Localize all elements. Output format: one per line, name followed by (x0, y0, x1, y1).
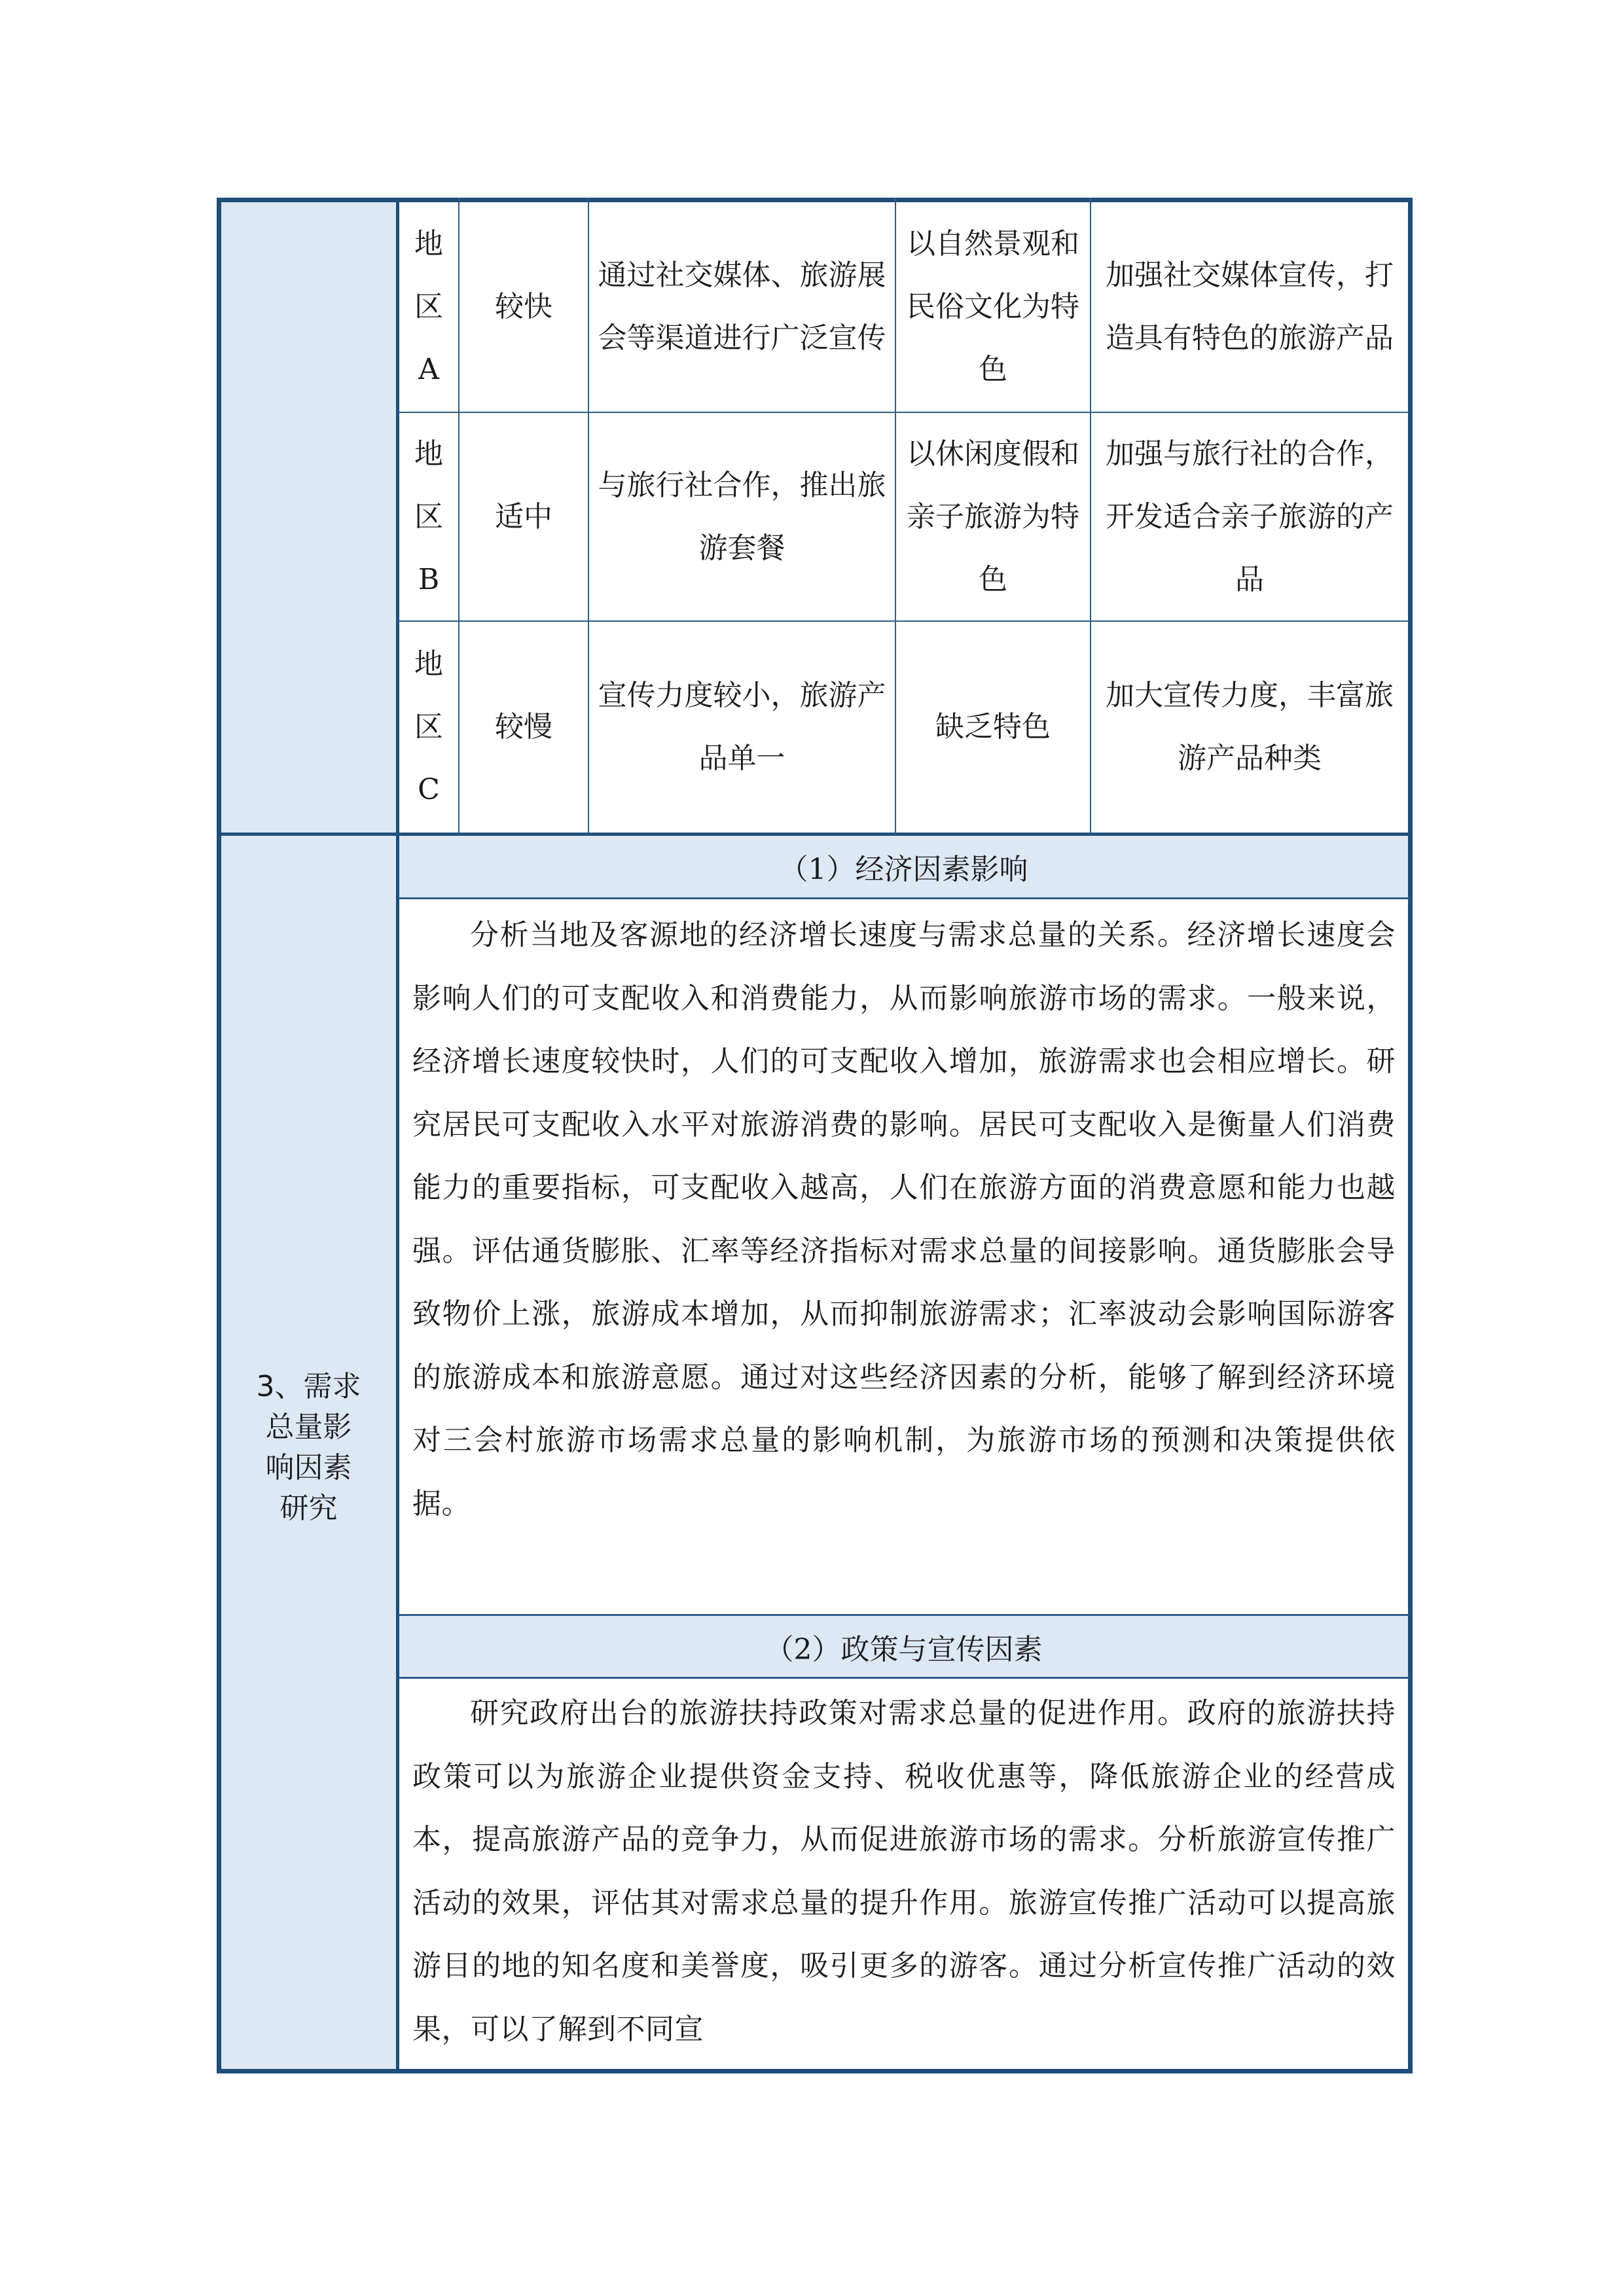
table-row (399, 413, 458, 620)
feature-cell: 缺乏特色 (935, 710, 1051, 744)
suggestion-cell: 加强社交媒体宣传，打造具有特色的旅游产品 (1106, 259, 1394, 355)
region-char: 地 (414, 647, 443, 681)
table-row (399, 622, 458, 833)
region-char: A (418, 353, 439, 386)
suggestion-cell: 加大宣传力度，丰富旅游产品种类 (1106, 679, 1394, 775)
region-char: 区 (414, 710, 443, 744)
paragraph: 分析当地及客源地的经济增长速度与需求总量的关系。经济增长速度会影响人们的可支配收入和消费能力，从而影响旅游市场的需求。一般来说，经济增长速度较快时，人们的可支配收入增加，旅游需求也会相应增长。研究居民可支配收入水平对旅游消费的影响。居民可支配收入是衡量人们消费能力的重要指标，可支配收入越高，人们在旅游方面的消费意愿和能力也越强。评估通货膨胀、汇率等经济指标对需求总量的间接影响。通货膨胀会导致物价上涨，旅游成本增加，从而抑制旅游需求；汇率波动会影响国际游客的旅游成本和旅游意愿。通过对这些经济因素的分析，能够了解到经济环境对三会村旅游市场需求总量的影响机制，为旅游市场的预测和决策提供依据。 (412, 918, 1396, 1520)
section-label-line: 研究 (280, 1492, 338, 1525)
promotion-cell: 与旅行社合作，推出旅游套餐 (598, 468, 886, 565)
speed-cell: 适中 (495, 499, 552, 533)
paragraph: 研究政府出台的旅游扶持政策对需求总量的促进作用。政府的旅游扶持政策可以为旅游企业提供资金支持、税收优惠等，降低旅游企业的经营成本，提高旅游产品的竞争力，从而促进旅游市场的需求。分析旅游宣传推广活动的效果，评估其对需求总量的提升作用。旅游宣传推广活动可以提高旅游目的地的知名度和美誉度，吸引更多的游客。通过分析宣传推广活动的效果，可以了解到不同宣 (412, 1696, 1396, 2046)
section-label-line: 3、需求 (256, 1370, 361, 1403)
subsection-header: （2）政策与宣传因素 (399, 1616, 1408, 1677)
table-row (399, 202, 458, 412)
feature-cell: 以休闲度假和亲子旅游为特色 (907, 437, 1079, 596)
region-char: B (418, 562, 440, 596)
region-char: 区 (414, 290, 443, 323)
promotion-cell: 通过社交媒体、旅游展会等渠道进行广泛宣传 (598, 259, 886, 355)
promotion-cell: 宣传力度较小，旅游产品单一 (598, 679, 886, 775)
region-char: C (418, 773, 440, 806)
feature-cell: 以自然景观和民俗文化为特色 (907, 227, 1079, 386)
suggestion-cell: 加强与旅行社的合作，开发适合亲子旅游的产品 (1106, 437, 1394, 596)
left-column (221, 202, 397, 2069)
section-label-line: 响因素 (265, 1451, 352, 1484)
section-label (221, 1367, 396, 1529)
speed-cell: 较快 (495, 290, 552, 323)
region-char: 地 (414, 227, 443, 260)
region-char: 地 (414, 437, 443, 471)
speed-cell: 较慢 (495, 710, 552, 744)
divider (398, 897, 1409, 899)
subsection-header: （1）经济因素影响 (399, 836, 1408, 897)
section-label-line: 总量影 (265, 1410, 352, 1444)
region-char: 区 (414, 499, 443, 533)
divider (398, 1677, 1409, 1679)
